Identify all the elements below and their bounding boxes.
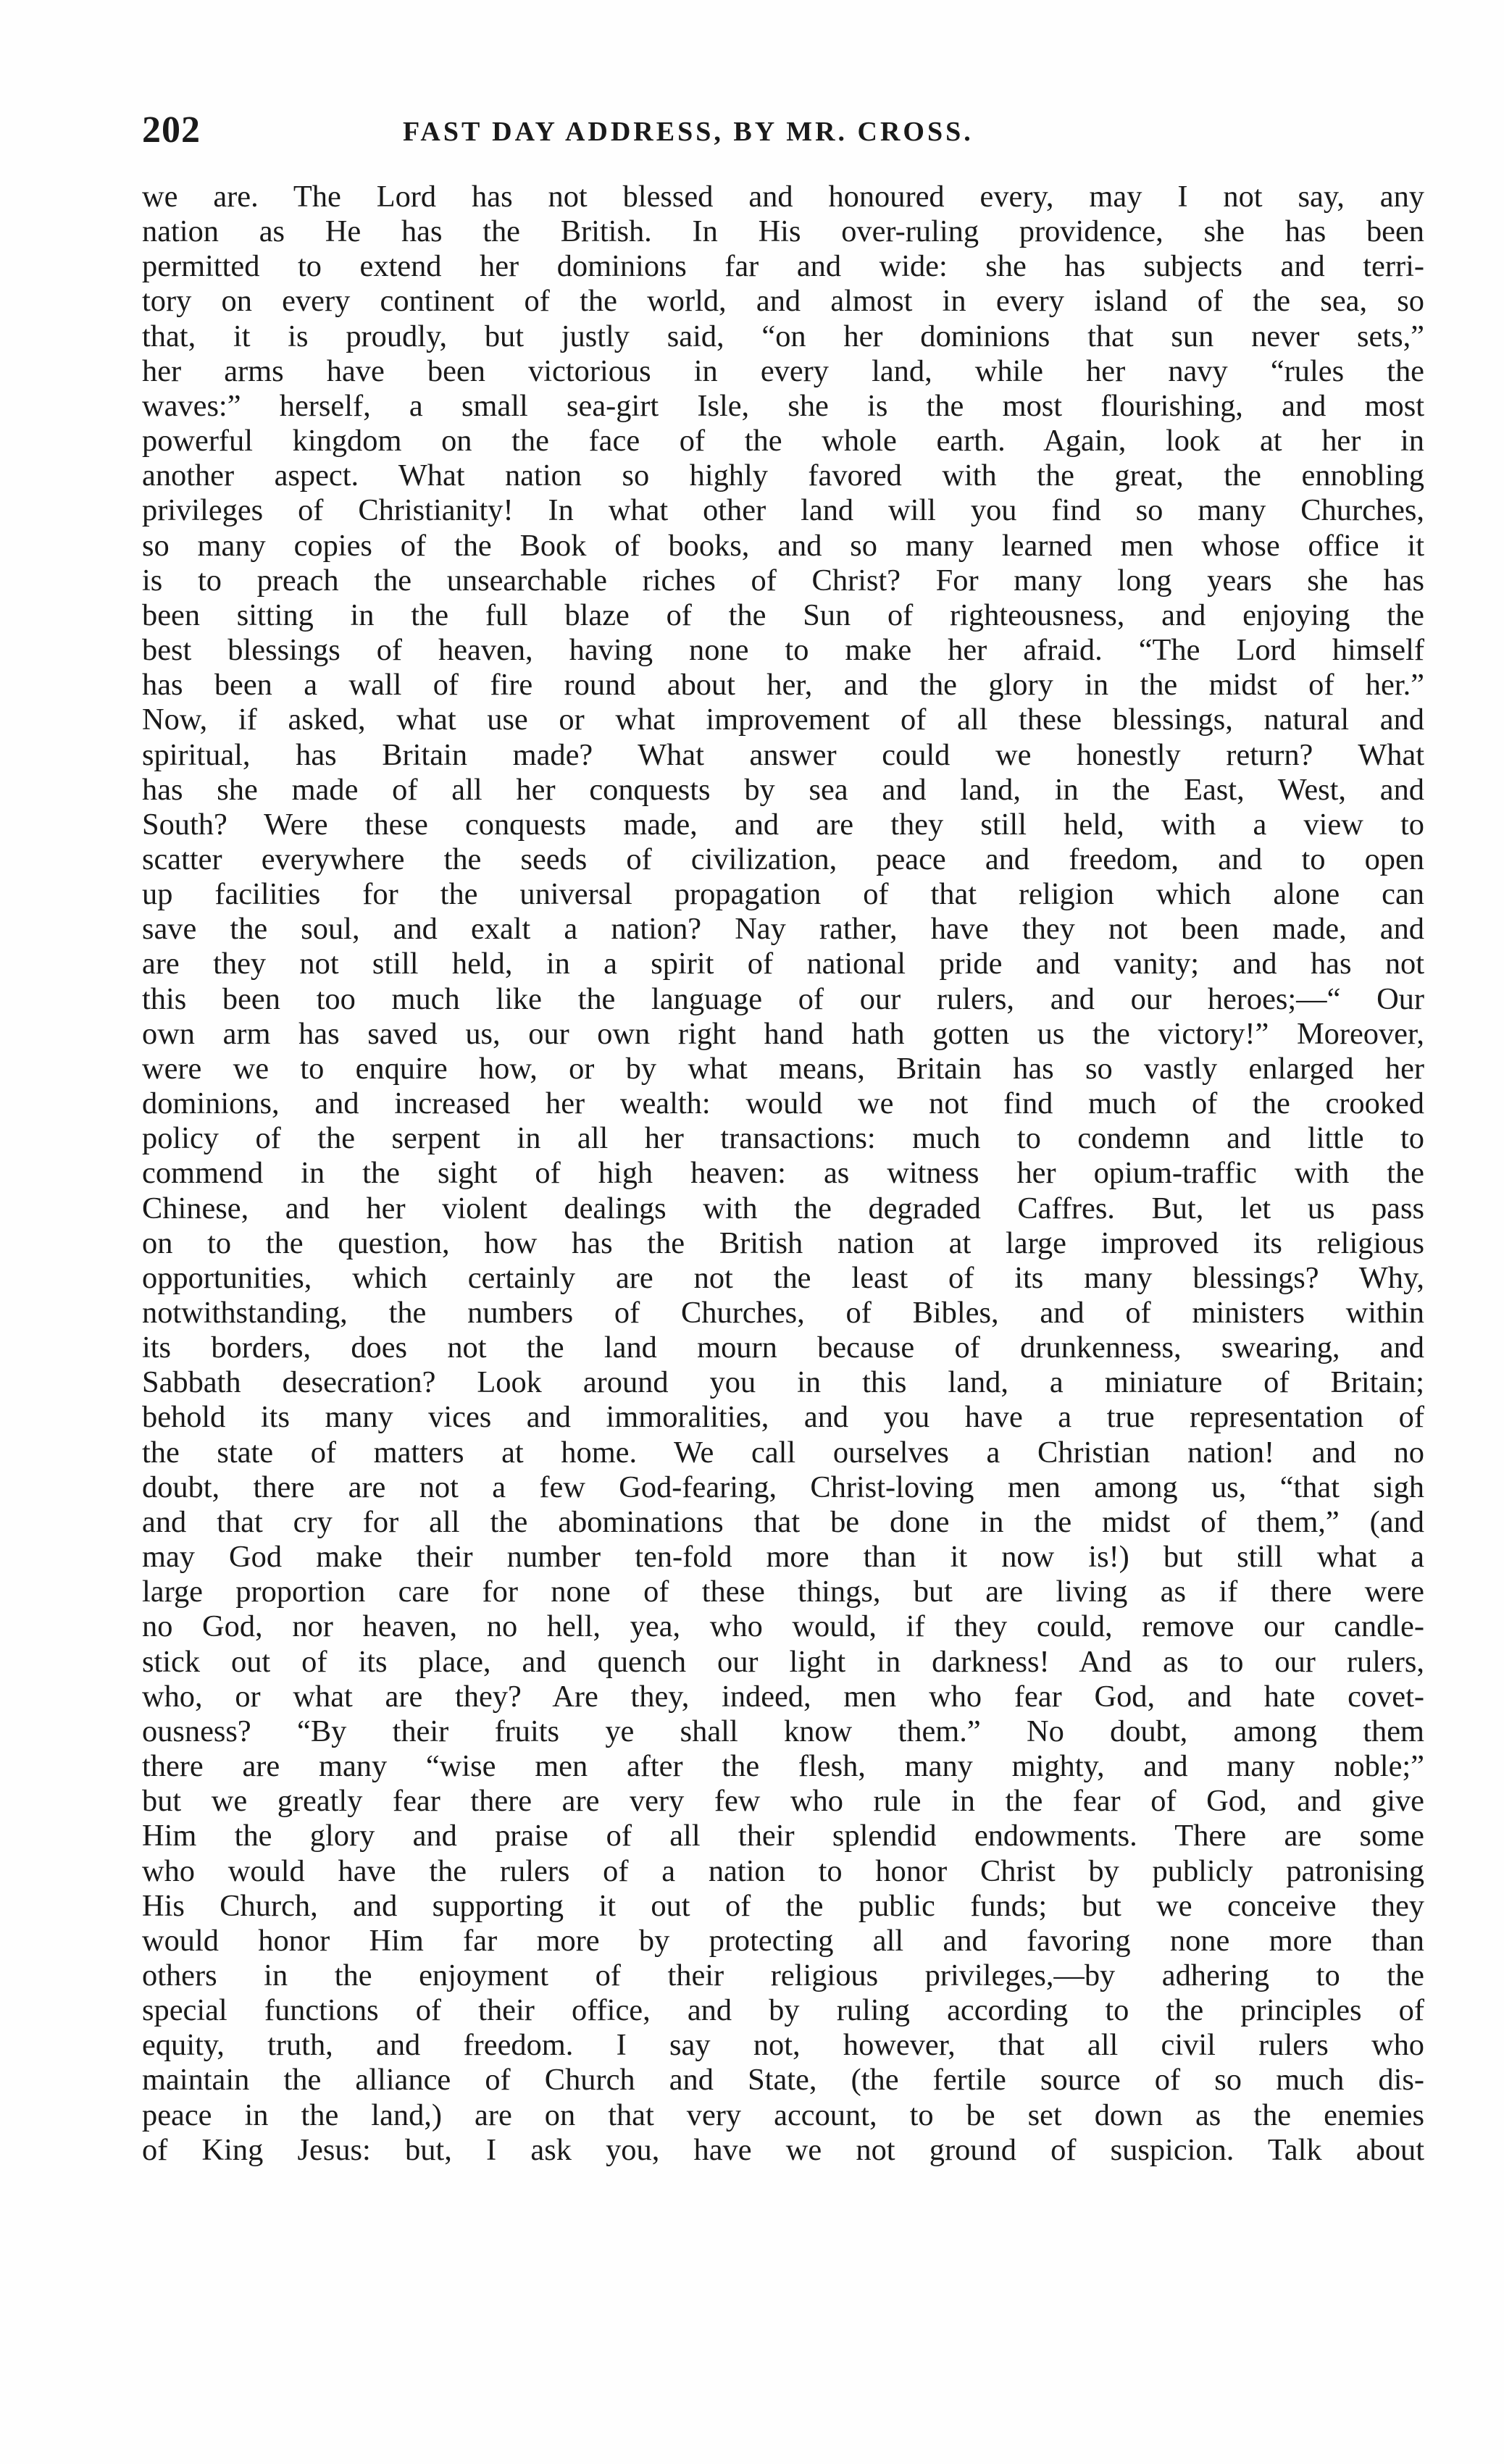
text-line: are they not still held, in a spirit of national pride and vanity; and has not — [142, 947, 1424, 981]
text-line: large proportion care for none of these things, but are living as if there were — [142, 1575, 1424, 1609]
text-line: no God, nor heaven, no hell, yea, who would, if they could, remove our candle- — [142, 1609, 1424, 1644]
text-line: and that cry for all the abominations that be done in the midst of them,” (and — [142, 1504, 1424, 1539]
text-line: Now, if asked, what use or what improvement of all these blessings, natural and — [142, 703, 1424, 737]
text-line: Sabbath desecration? Look around you in this land, a miniature of Britain; — [142, 1365, 1424, 1400]
text-line: dominions, and increased her wealth: would we not find much of the crooked — [142, 1086, 1424, 1121]
text-line: is to preach the unsearchable riches of Christ? For many long years she has — [142, 563, 1424, 598]
text-line: own arm has saved us, our own right hand hath gotten us the victory!” Moreover, — [142, 1016, 1424, 1051]
text-line: Chinese, and her violent dealings with the degraded Caffres. But, let us pass — [142, 1191, 1424, 1225]
text-line: nation as He has the British. In His over-ruling providence, she has been — [142, 214, 1424, 249]
text-line: may God make their number ten-fold more than it now is!) but still what a — [142, 1540, 1424, 1575]
text-line: of King Jesus: but, I ask you, have we not ground of suspicion. Talk about — [142, 2132, 1424, 2167]
text-line: permitted to extend her dominions far and wide: she has subjects and terri- — [142, 249, 1424, 284]
text-line: commend in the sight of high heaven: as witness her opium-traffic with the — [142, 1156, 1424, 1191]
text-line: who, or what are they? Are they, indeed, men who fear God, and hate covet- — [142, 1679, 1424, 1714]
text-line: on to the question, how has the British nation at large improved its religious — [142, 1225, 1424, 1260]
text-line: the state of matters at home. We call ourselves a Christian nation! and no — [142, 1435, 1424, 1470]
text-line: policy of the serpent in all her transactions: much to condemn and little to — [142, 1121, 1424, 1156]
text-line: tory on every continent of the world, and almost in every island of the sea, so — [142, 284, 1424, 319]
text-line: opportunities, which certainly are not the least of its many blessings? Why, — [142, 1260, 1424, 1295]
text-line: powerful kingdom on the face of the whole earth. Again, look at her in — [142, 424, 1424, 458]
running-title: FAST DAY ADDRESS, BY MR. CROSS. — [403, 117, 974, 147]
text-line: behold its many vices and immoralities, and you have a true representation of — [142, 1400, 1424, 1435]
text-line: doubt, there are not a few God-fearing, Christ-loving men among us, “that sigh — [142, 1470, 1424, 1504]
text-line: Him the glory and praise of all their splendid endowments. There are some — [142, 1819, 1424, 1853]
text-line: so many copies of the Book of books, and so many learned men whose office it — [142, 528, 1424, 563]
text-line: that, it is proudly, but justly said, “on her dominions that sun never sets,” — [142, 319, 1424, 353]
text-line: were we to enquire how, or by what means, Britain has so vastly enlarged her — [142, 1051, 1424, 1086]
text-line: maintain the alliance of Church and State, (the fertile source of so much dis- — [142, 2063, 1424, 2098]
text-line: another aspect. What nation so highly favored with the great, the ennobling — [142, 458, 1424, 493]
text-line: notwithstanding, the numbers of Churches, of Bibles, and of ministers within — [142, 1296, 1424, 1330]
text-line: there are many “wise men after the flesh, many mighty, and many noble;” — [142, 1749, 1424, 1784]
text-line: would honor Him far more by protecting all and favoring none more than — [142, 1923, 1424, 1958]
text-line: waves:” herself, a small sea-girt Isle, she is the most flourishing, and most — [142, 388, 1424, 423]
text-line: South? Were these conquests made, and are they still held, with a view to — [142, 807, 1424, 842]
text-line: who would have the rulers of a nation to honor Christ by publicly patronising — [142, 1853, 1424, 1888]
running-head — [142, 109, 1424, 159]
text-line: ousness? “By their fruits ye shall know them.” No doubt, among them — [142, 1714, 1424, 1748]
text-line: has been a wall of fire round about her, and the glory in the midst of her.” — [142, 668, 1424, 703]
text-line: stick out of its place, and quench our light in darkness! And as to our rulers, — [142, 1644, 1424, 1679]
text-line: but we greatly fear there are very few who rule in the fear of God, and give — [142, 1784, 1424, 1819]
text-line: has she made of all her conquests by sea and land, in the East, West, and — [142, 772, 1424, 807]
text-line: privileges of Christianity! In what other land will you find so many Churches, — [142, 493, 1424, 528]
text-line: equity, truth, and freedom. I say not, however, that all civil rulers who — [142, 2028, 1424, 2063]
text-line: best blessings of heaven, having none to make her afraid. “The Lord himself — [142, 633, 1424, 668]
text-line: save the soul, and exalt a nation? Nay rather, have they not been made, and — [142, 912, 1424, 947]
text-line: her arms have been victorious in every land, while her navy “rules the — [142, 353, 1424, 388]
text-line: scatter everywhere the seeds of civilization, peace and freedom, and to open — [142, 842, 1424, 876]
text-line: we are. The Lord has not blessed and honoured every, may I not say, any — [142, 180, 1424, 214]
text-line: been sitting in the full blaze of the Sun of righteousness, and enjoying the — [142, 598, 1424, 632]
text-line: His Church, and supporting it out of the public funds; but we conceive they — [142, 1888, 1424, 1923]
body-text — [142, 180, 1424, 2168]
text-line: this been too much like the language of our rulers, and our heroes;—“ Our — [142, 981, 1424, 1016]
text-line: peace in the land,) are on that very account, to be set down as the enemies — [142, 2098, 1424, 2132]
text-line: others in the enjoyment of their religious privileges,—by adhering to the — [142, 1958, 1424, 1992]
page-number: 202 — [142, 109, 201, 151]
text-line: its borders, does not the land mourn because of drunkenness, swearing, and — [142, 1331, 1424, 1365]
text-line: special functions of their office, and by ruling according to the principles of — [142, 1993, 1424, 2028]
text-line: spiritual, has Britain made? What answer could we honestly return? What — [142, 737, 1424, 772]
text-line: up facilities for the universal propagation of that religion which alone can — [142, 877, 1424, 912]
